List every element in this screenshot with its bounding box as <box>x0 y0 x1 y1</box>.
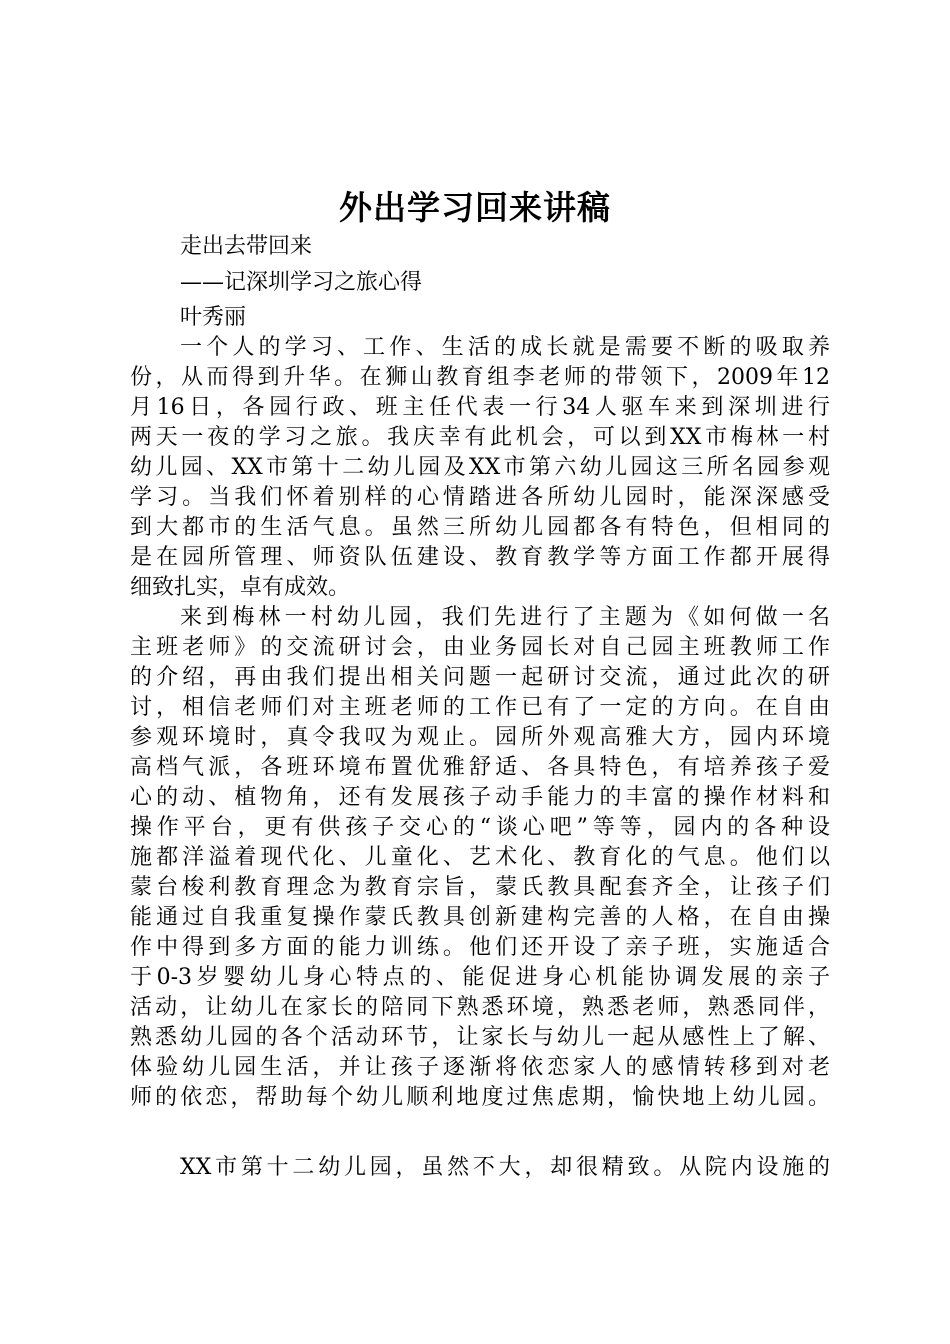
paragraph-line: 参观环境时，真令我叹为观止。园所外观高雅大方，园内环境 <box>130 725 830 750</box>
paragraph-line: 细致扎实，卓有成效。 <box>130 575 351 600</box>
paragraph-line: 幼儿园、XX市第十二幼儿园及XX市第六幼儿园这三所名园参观 <box>130 455 830 480</box>
paragraph-line: 施都洋溢着现代化、儿童化、艺术化、教育化的气息。他们以 <box>130 845 830 870</box>
author-name: 叶秀丽 <box>180 305 247 330</box>
paragraph-line: 于0-3岁婴幼儿身心特点的、能促进身心机能协调发展的亲子 <box>130 965 830 990</box>
document-title: 外出学习回来讲稿 <box>339 188 611 227</box>
paragraph-line: 的介绍，再由我们提出相关问题一起研讨交流，通过此次的研 <box>130 665 830 690</box>
paragraph-line: 份，从而得到升华。在狮山教育组李老师的带领下，2009年12 <box>130 365 830 390</box>
paragraph-line: 来到梅林一村幼儿园，我们先进行了主题为《如何做一名 <box>180 605 830 630</box>
paragraph-line: 活动，让幼儿在家长的陪同下熟悉环境，熟悉老师，熟悉同伴， <box>130 995 830 1020</box>
paragraph-line: 作中得到多方面的能力训练。他们还开设了亲子班，实施适合 <box>130 935 830 960</box>
paragraph-line: 熟悉幼儿园的各个活动环节，让家长与幼儿一起从感性上了解、 <box>130 1025 830 1050</box>
subtitle-line-1: 走出去带回来 <box>180 234 313 259</box>
paragraph-line: 心的动、植物角，还有发展孩子动手能力的丰富的操作材料和 <box>130 785 830 810</box>
paragraph-line: 到大都市的生活气息。虽然三所幼儿园都各有特色，但相同的 <box>130 515 830 540</box>
paragraph-line: 是在园所管理、师资队伍建设、教育教学等方面工作都开展得 <box>130 545 830 570</box>
paragraph-line: 主班老师》的交流研讨会，由业务园长对自己园主班教师工作 <box>130 635 830 660</box>
paragraph-line: 蒙台梭利教育理念为教育宗旨，蒙氏教具配套齐全，让孩子们 <box>130 875 830 900</box>
paragraph-line: 一个人的学习、工作、生活的成长就是需要不断的吸取养 <box>180 335 830 360</box>
paragraph-line: 月16日，各园行政、班主任代表一行34人驱车来到深圳进行 <box>130 395 830 420</box>
paragraph-line: XX市第十二幼儿园，虽然不大，却很精致。从院内设施的 <box>180 1155 830 1180</box>
paragraph-line: 操作平台，更有供孩子交心的“谈心吧”等等，园内的各种设 <box>130 815 830 840</box>
paragraph-line: 师的依恋，帮助每个幼儿顺利地度过焦虑期，愉快地上幼儿园。 <box>130 1085 830 1110</box>
paragraph-line: 学习。当我们怀着别样的心情踏进各所幼儿园时，能深深感受 <box>130 485 830 510</box>
paragraph-line: 体验幼儿园生活，并让孩子逐渐将依恋家人的感情转移到对老 <box>130 1055 830 1080</box>
paragraph-line: 两天一夜的学习之旅。我庆幸有此机会，可以到XX市梅林一村 <box>130 425 830 450</box>
paragraph-line: 能通过自我重复操作蒙氏教具创新建构完善的人格，在自由操 <box>130 905 830 930</box>
subtitle-line-2: ——记深圳学习之旅心得 <box>180 270 423 295</box>
paragraph-line: 讨，相信老师们对主班老师的工作已有了一定的方向。在自由 <box>130 695 830 720</box>
paragraph-line: 高档气派，各班环境布置优雅舒适、各具特色，有培养孩子爱 <box>130 755 830 780</box>
